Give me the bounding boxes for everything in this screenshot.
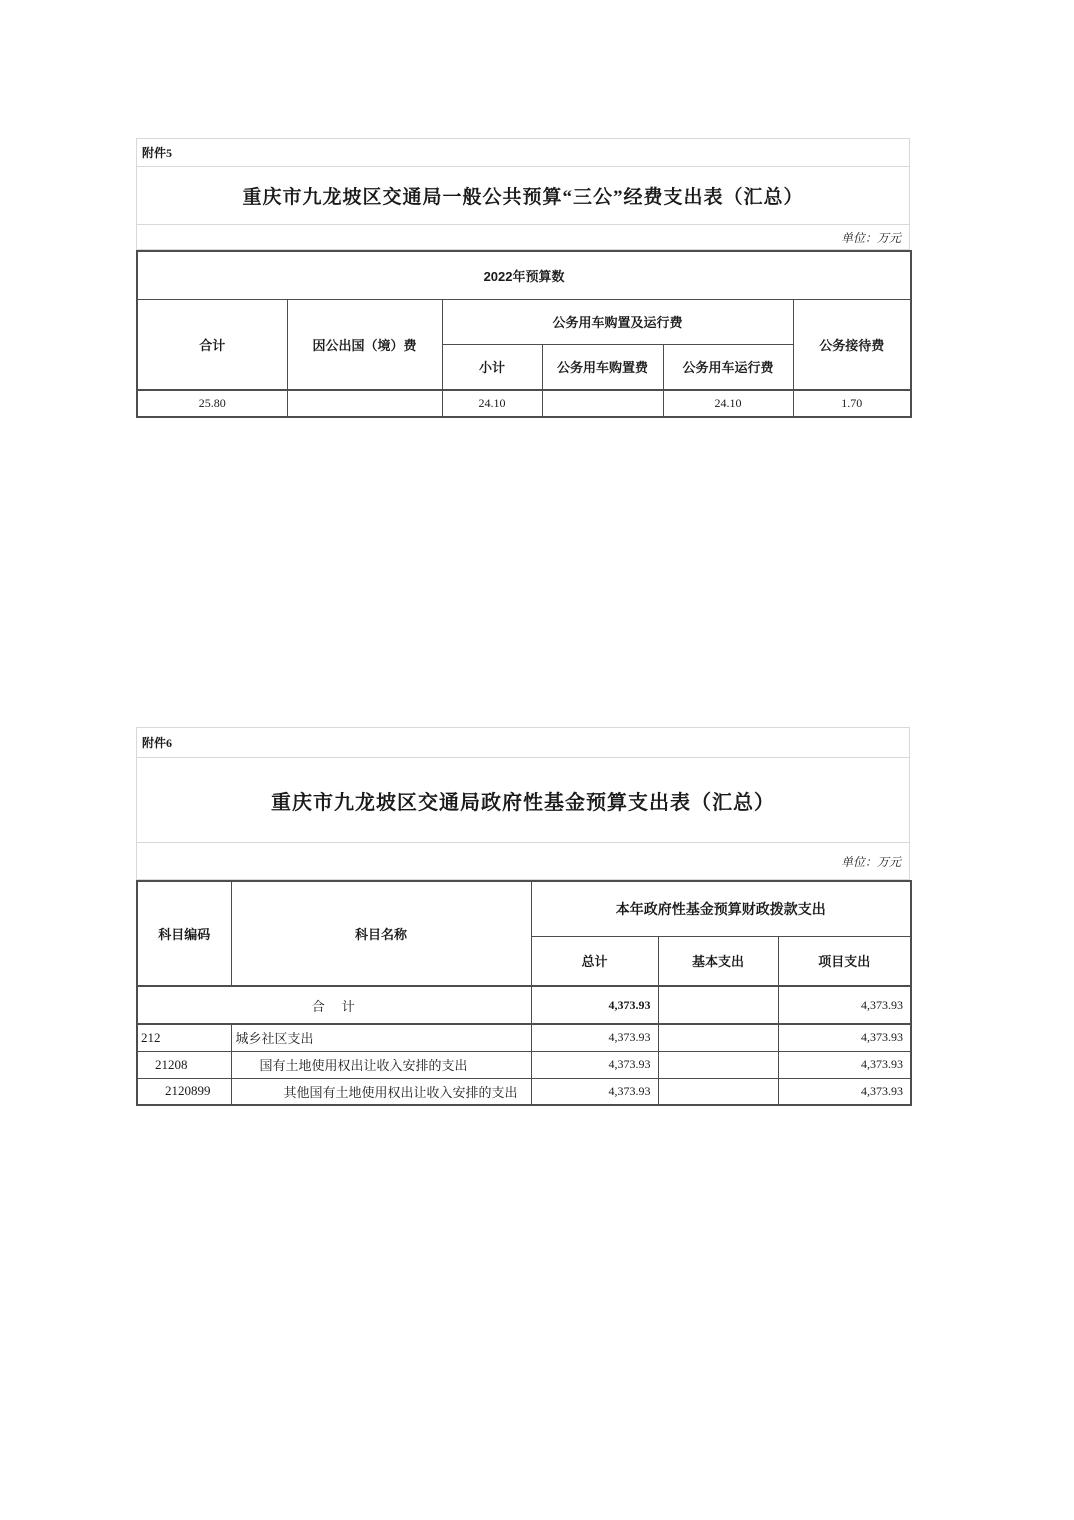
attachment5-title: 重庆市九龙坡区交通局一般公共预算“三公”经费支出表（汇总） — [242, 187, 804, 208]
attachment5-label: 附件5 — [137, 139, 909, 167]
value-abroad — [287, 390, 442, 417]
attachment6-title: 重庆市九龙坡区交通局政府性基金预算支出表（汇总） — [271, 791, 775, 814]
row-code: 2120899 — [137, 1078, 231, 1105]
attachment5-section — [136, 138, 910, 418]
col-header-vehicle-group: 公务用车购置及运行费 — [442, 299, 793, 344]
table-row — [137, 881, 911, 936]
table-row — [137, 299, 911, 344]
col-header-fund-group: 本年政府性基金预算财政拨款支出 — [531, 881, 911, 936]
col-header-project-expense: 项目支出 — [778, 936, 911, 986]
table-row — [137, 1024, 911, 1051]
col-header-vehicle-subtotal: 小计 — [442, 344, 542, 390]
col-header-basic-expense: 基本支出 — [658, 936, 778, 986]
row-name: 城乡社区支出 — [231, 1024, 531, 1051]
row-project: 4,373.93 — [778, 1078, 911, 1105]
attachment5-header-box — [136, 138, 910, 250]
value-vehicle-purchase — [542, 390, 663, 417]
total-row-label: 合 计 — [137, 986, 531, 1024]
sangong-expense-table — [136, 250, 912, 418]
attachment6-section — [136, 727, 910, 1106]
col-header-abroad: 因公出国（境）费 — [287, 299, 442, 390]
attachment5-unit-note: 单位：万元 — [137, 224, 909, 249]
col-header-vehicle-operation: 公务用车运行费 — [663, 344, 793, 390]
table-row — [137, 1078, 911, 1105]
col-header-subject-name: 科目名称 — [231, 881, 531, 986]
total-row-basic — [658, 986, 778, 1024]
table-row — [137, 390, 911, 417]
attachment6-unit-note: 单位：万元 — [137, 842, 909, 879]
row-basic — [658, 1051, 778, 1078]
value-total: 25.80 — [137, 390, 287, 417]
government-fund-budget-table — [136, 880, 912, 1106]
total-row-project: 4,373.93 — [778, 986, 911, 1024]
col-header-total: 合计 — [137, 299, 287, 390]
value-vehicle-subtotal: 24.10 — [442, 390, 542, 417]
row-project: 4,373.93 — [778, 1051, 911, 1078]
table-row — [137, 251, 911, 299]
row-code: 212 — [137, 1024, 231, 1051]
col-header-reception: 公务接待费 — [793, 299, 911, 390]
total-row — [137, 986, 911, 1024]
col-header-grand-total: 总计 — [531, 936, 658, 986]
value-reception: 1.70 — [793, 390, 911, 417]
row-basic — [658, 1024, 778, 1051]
col-header-vehicle-purchase: 公务用车购置费 — [542, 344, 663, 390]
value-vehicle-operation: 24.10 — [663, 390, 793, 417]
row-grand-total: 4,373.93 — [531, 1078, 658, 1105]
row-name: 其他国有土地使用权出让收入安排的支出 — [231, 1078, 531, 1105]
year-header-cell: 2022年预算数 — [137, 251, 911, 299]
row-project: 4,373.93 — [778, 1024, 911, 1051]
row-grand-total: 4,373.93 — [531, 1051, 658, 1078]
col-header-subject-code: 科目编码 — [137, 881, 231, 986]
row-grand-total: 4,373.93 — [531, 1024, 658, 1051]
attachment6-label: 附件6 — [137, 728, 909, 758]
row-basic — [658, 1078, 778, 1105]
row-code: 21208 — [137, 1051, 231, 1078]
total-row-grand-total: 4,373.93 — [531, 986, 658, 1024]
row-name: 国有土地使用权出让收入安排的支出 — [231, 1051, 531, 1078]
table-row — [137, 1051, 911, 1078]
attachment6-header-box — [136, 727, 910, 880]
